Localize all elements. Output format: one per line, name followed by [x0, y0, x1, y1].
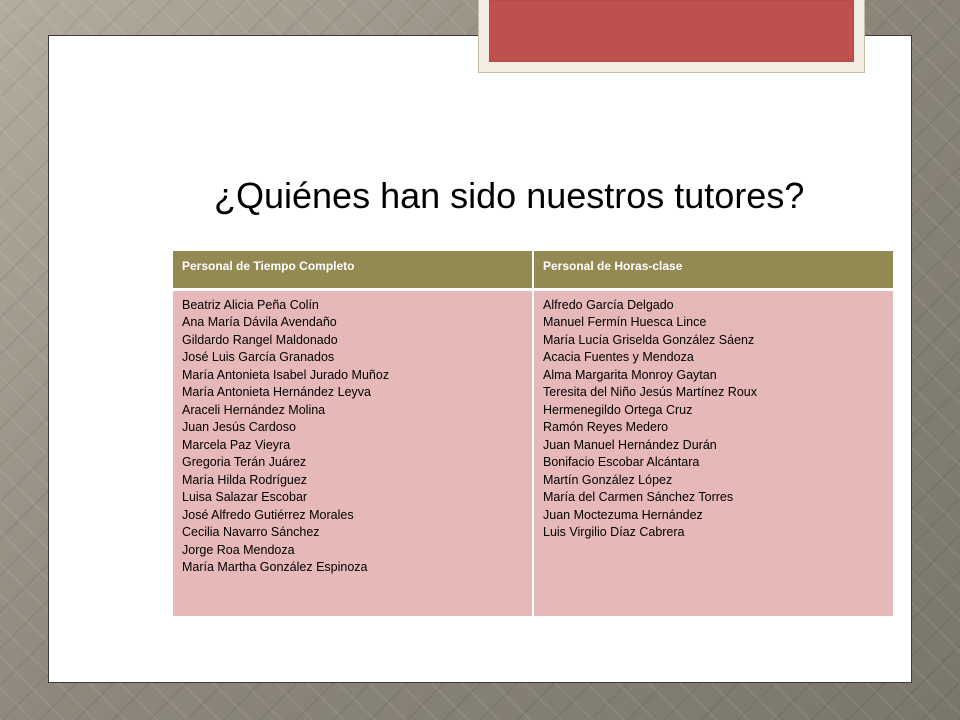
- list-item: Gregoria Terán Juárez: [182, 455, 307, 469]
- list-item: Beatriz Alicia Peña Colín: [182, 297, 319, 312]
- list-item: María Martha González Espinoza: [182, 560, 368, 574]
- accent-frame: [478, 0, 865, 73]
- list-item: Juan Jesús Cardoso: [182, 420, 296, 434]
- list-tiempo-completo: [182, 297, 523, 577]
- list-item: Marcela Paz Vieyra: [182, 437, 291, 452]
- list-item: Alfredo García Delgado: [543, 297, 674, 312]
- list-item: María Hilda Rodríguez: [182, 472, 308, 487]
- tutors-table: [173, 251, 893, 616]
- list-item: José Alfredo Gutiérrez Morales: [182, 507, 354, 522]
- list-item: María del Carmen Sánchez Torres: [543, 490, 734, 504]
- table-body-row: [173, 289, 893, 616]
- list-item: Alma Margarita Monroy Gaytan: [543, 367, 717, 382]
- list-horas-clase: [543, 297, 884, 542]
- slide-panel: [48, 35, 912, 683]
- list-item: Hermenegildo Ortega Cruz: [543, 402, 693, 417]
- list-item: Juan Moctezuma Hernández: [543, 507, 703, 522]
- list-item: María Lucía Griselda González Sáenz: [543, 332, 755, 347]
- table-header-row: [173, 251, 893, 289]
- list-item: Manuel Fermín Huesca Lince: [543, 315, 707, 329]
- accent-block: [489, 0, 854, 62]
- cell-horas-clase: [533, 289, 893, 616]
- header-tiempo-completo: Personal de Tiempo Completo: [173, 251, 533, 289]
- slide-title: ¿Quiénes han sido nuestros tutores?: [214, 175, 805, 216]
- header-horas-clase: Personal de Horas-clase: [533, 251, 893, 289]
- list-item: María Antonieta Hernández Leyva: [182, 385, 372, 399]
- list-item: Bonifacio Escobar Alcántara: [543, 455, 700, 469]
- list-item: Gildardo Rangel Maldonado: [182, 332, 338, 347]
- list-item: José Luis García Granados: [182, 350, 335, 364]
- list-item: Jorge Roa Mendoza: [182, 542, 295, 557]
- list-item: Luisa Salazar Escobar: [182, 490, 308, 504]
- list-item: Araceli Hernández Molina: [182, 402, 326, 417]
- list-item: María Antonieta Isabel Jurado Muñoz: [182, 367, 390, 382]
- list-item: Martín González López: [543, 472, 673, 487]
- list-item: Acacia Fuentes y Mendoza: [543, 350, 694, 364]
- cell-tiempo-completo: [173, 289, 533, 616]
- list-item: Ramón Reyes Medero: [543, 420, 669, 434]
- list-item: Teresita del Niño Jesús Martínez Roux: [543, 385, 757, 399]
- list-item: Cecilia Navarro Sánchez: [182, 525, 320, 539]
- list-item: Juan Manuel Hernández Durán: [543, 437, 717, 452]
- list-item: Luis Virgilio Díaz Cabrera: [543, 525, 685, 539]
- list-item: Ana María Dávila Avendaño: [182, 315, 337, 329]
